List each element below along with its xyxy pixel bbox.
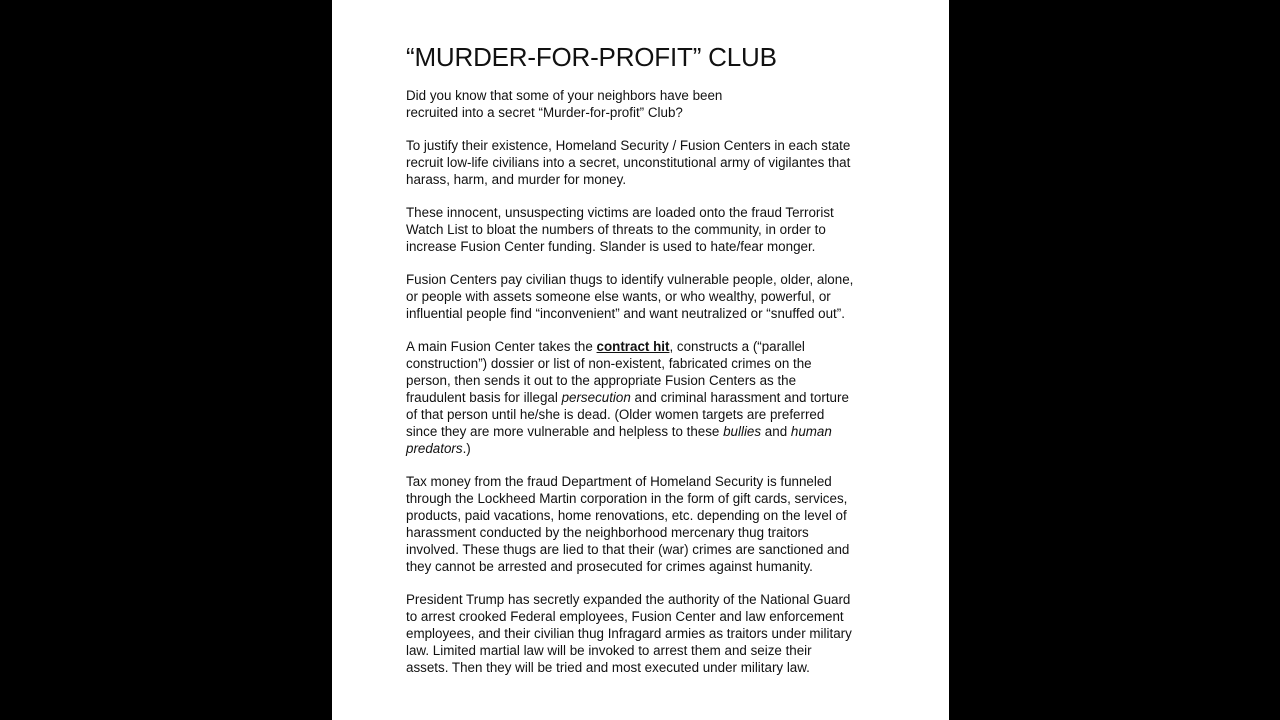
paragraph-1 xyxy=(406,87,886,121)
text-line xyxy=(406,389,886,406)
text-line: through the Lockheed Martin corporation in the form of gift cards, services, xyxy=(406,491,848,506)
text-line: they cannot be arrested and prosecuted for crimes against humanity. xyxy=(406,559,813,574)
text-line: person, then sends it out to the appropriate Fusion Centers as the xyxy=(406,373,797,388)
text-line: These innocent, unsuspecting victims are loaded onto the fraud Terrorist xyxy=(406,205,834,220)
italic-text: bullies xyxy=(723,424,762,439)
text-line: employees, and their civilian thug Infragard armies as traitors under military xyxy=(406,626,852,641)
paragraph-3 xyxy=(406,204,886,255)
paragraph-5 xyxy=(406,338,886,457)
document-page xyxy=(332,0,949,720)
text-run: and criminal harassment and torture xyxy=(630,390,849,405)
text-line xyxy=(406,338,886,355)
text-line: harass, harm, and murder for money. xyxy=(406,172,627,187)
text-line: Watch List to bloat the numbers of threats to the community, in order to xyxy=(406,222,826,237)
text-line: involved. These thugs are lied to that their (war) crimes are sanctioned and xyxy=(406,542,850,557)
text-line: construction”) dossier or list of non-existent, fabricated crimes on the xyxy=(406,356,812,371)
text-run: and xyxy=(761,424,791,439)
text-line: assets. Then they will be tried and most executed under military law. xyxy=(406,660,810,675)
paragraph-4 xyxy=(406,271,886,322)
text-line: increase Fusion Center funding. Slander is used to hate/fear monger. xyxy=(406,239,816,254)
text-run: fraudulent basis for illegal xyxy=(406,390,562,405)
paragraph-6 xyxy=(406,473,886,575)
italic-text: persecution xyxy=(561,390,631,405)
italic-text: human xyxy=(790,424,832,439)
text-run: A main Fusion Center takes the xyxy=(406,339,597,354)
text-line: harassment conducted by the neighborhood mercenary thug traitors xyxy=(406,525,809,540)
text-line: recruited into a secret “Murder-for-profit” Club? xyxy=(406,105,683,120)
text-line: products, paid vacations, home renovations, etc. depending on the level of xyxy=(406,508,847,523)
text-line: recruit low-life civilians into a secret, unconstitutional army of vigilantes that xyxy=(406,155,851,170)
text-run: since they are more vulnerable and helpless to these xyxy=(406,424,724,439)
paragraph-7 xyxy=(406,591,886,676)
text-line: or people with assets someone else wants, or who wealthy, powerful, or xyxy=(406,289,831,304)
text-line: of that person until he/she is dead. (Older women targets are preferred xyxy=(406,407,825,422)
document-title: “MURDER-FOR-PROFIT” CLUB xyxy=(406,42,777,72)
text-line: influential people find “inconvenient” and want neutralized or “snuffed out”. xyxy=(406,306,845,321)
text-line: law. Limited martial law will be invoked to arrest them and seize their xyxy=(406,643,812,658)
text-run: , constructs a (“parallel xyxy=(669,339,805,354)
paragraph-2 xyxy=(406,137,886,188)
text-line: Fusion Centers pay civilian thugs to identify vulnerable people, older, alone, xyxy=(406,272,854,287)
contract-hit-emphasis: contract hit xyxy=(596,339,670,354)
text-line: Tax money from the fraud Department of Homeland Security is funneled xyxy=(406,474,832,489)
text-line: to arrest crooked Federal employees, Fusion Center and law enforcement xyxy=(406,609,844,624)
text-line xyxy=(406,423,886,440)
text-line: To justify their existence, Homeland Security / Fusion Centers in each state xyxy=(406,138,851,153)
italic-text: predators xyxy=(406,441,463,456)
text-line: President Trump has secretly expanded the authority of the National Guard xyxy=(406,592,851,607)
text-run: .) xyxy=(462,441,471,456)
document-body xyxy=(406,40,886,692)
text-line xyxy=(406,440,886,457)
text-line: Did you know that some of your neighbors have been xyxy=(406,88,723,103)
